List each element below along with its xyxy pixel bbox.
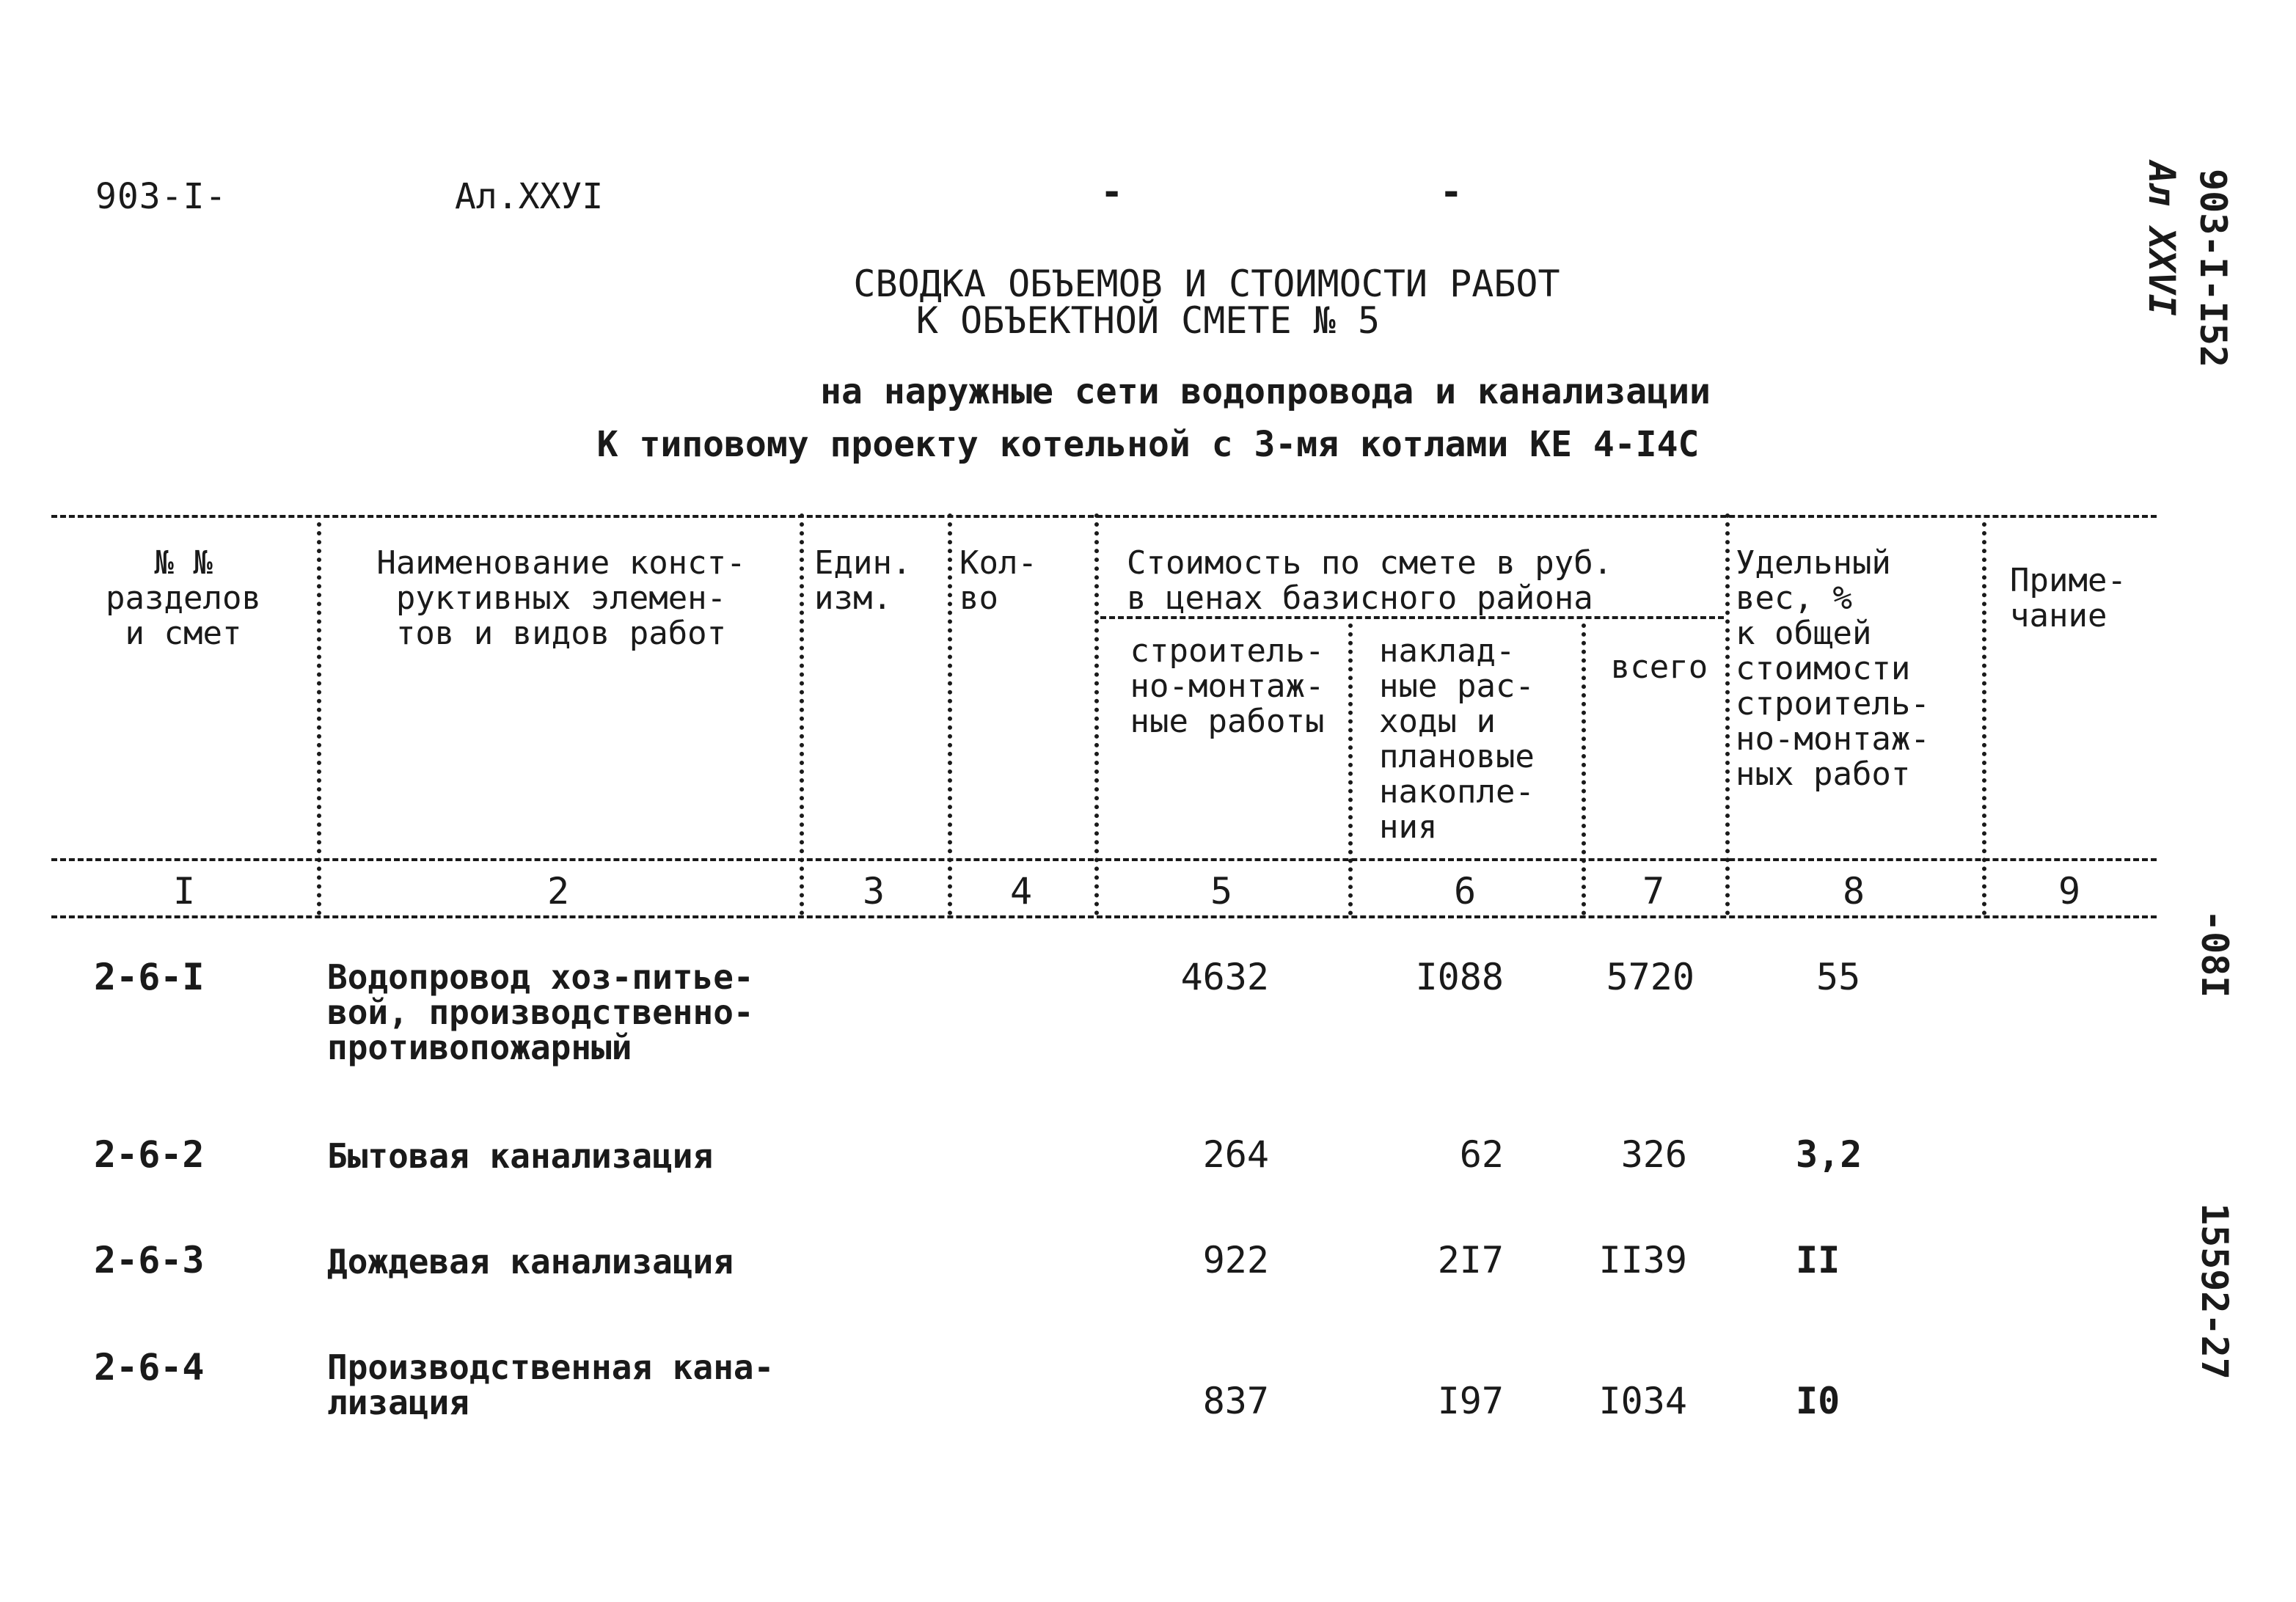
row-share: 55	[1816, 956, 1861, 998]
row-name: Бытовая канализация	[327, 1136, 714, 1176]
document-title-line1: СВОДКА ОБЪЕМОВ И СТОИМОСТИ РАБОТ	[853, 263, 1560, 305]
col-number-3: 3	[862, 870, 885, 912]
col-number-9: 9	[2058, 870, 2081, 912]
row-overhead-cost: I97	[1437, 1380, 1504, 1422]
row-total-cost: 5720	[1606, 956, 1694, 998]
margin-inventory-number: 15592-27	[2193, 1203, 2236, 1380]
row-construction-cost: 4632	[1180, 956, 1269, 998]
row-name: Водопровод хоз-питье- вой, производственно- противопожарный	[327, 957, 754, 1067]
header-total: всего	[1610, 648, 1708, 686]
col-divider-1	[317, 522, 321, 915]
row-total-cost: I034	[1598, 1380, 1687, 1422]
header-section-number: № № разделов и смет	[106, 544, 261, 652]
header-construction-works: строитель- но-монтаж- ные работы	[1130, 632, 1325, 740]
row-total-cost: 326	[1620, 1133, 1687, 1176]
table-top-rule	[51, 515, 2157, 518]
header-unit: Един. изм.	[814, 544, 912, 617]
header-cost-group: Стоимость по смете в руб. в ценах базисного района	[1127, 544, 1613, 617]
row-construction-cost: 922	[1202, 1239, 1269, 1281]
col-number-6: 6	[1453, 870, 1477, 912]
sheet-label: Ал.XXУI	[455, 176, 604, 217]
header-work-name: Наименование конст- руктивных элемен- тов и видов работ	[376, 544, 746, 652]
row-name: Производственная кана- лизация	[327, 1347, 775, 1422]
row-code: 2-6-2	[94, 1133, 205, 1176]
header-dashes: - -	[1100, 170, 1609, 214]
margin-project-code: 903-I-I52	[2192, 169, 2234, 367]
header-note: Приме- чание	[2010, 562, 2127, 634]
col-divider-3	[948, 513, 952, 915]
row-share: II	[1796, 1239, 1840, 1281]
header-bottom-rule	[51, 858, 2157, 861]
col-number-7: 7	[1642, 870, 1665, 912]
col-divider-7	[1725, 513, 1730, 915]
col-divider-4	[1094, 513, 1099, 915]
col-number-4: 4	[1009, 870, 1033, 912]
row-code: 2-6-I	[94, 956, 205, 998]
row-overhead-cost: 62	[1459, 1133, 1504, 1176]
col-divider-2	[800, 513, 804, 915]
row-share: 3,2	[1796, 1133, 1862, 1176]
header-share: Удельный вес, % к общей стоимости строитель- но-монтаж- ных работ	[1736, 544, 1930, 793]
col-number-5: 5	[1210, 870, 1233, 912]
row-code: 2-6-3	[94, 1239, 205, 1281]
document-title-line2: К ОБЪЕКТНОЙ СМЕТЕ № 5	[915, 299, 1381, 342]
col-number-8: 8	[1842, 870, 1865, 912]
col-divider-8	[1982, 522, 1986, 915]
colnum-bottom-rule	[51, 915, 2157, 918]
col-number-1: I	[172, 870, 196, 912]
row-name: Дождевая канализация	[327, 1242, 734, 1281]
document-subtitle-line2: К типовому проекту котельной с 3-мя котлами КЕ 4-I4С	[596, 424, 1700, 465]
document-subtitle-line1: на наружные сети водопровода и канализации	[820, 371, 1711, 412]
row-code: 2-6-4	[94, 1346, 205, 1389]
row-overhead-cost: 2I7	[1437, 1239, 1504, 1281]
margin-album: Ал XXVI	[2140, 161, 2183, 316]
margin-sheet-number: -08I	[2193, 910, 2236, 998]
row-share: I0	[1796, 1380, 1840, 1422]
document-code: 903-I-	[95, 176, 227, 217]
row-construction-cost: 837	[1202, 1380, 1269, 1422]
row-construction-cost: 264	[1202, 1133, 1269, 1176]
col-number-2: 2	[546, 870, 570, 912]
header-quantity: Кол- во	[959, 544, 1037, 617]
row-overhead-cost: I088	[1415, 956, 1504, 998]
row-total-cost: II39	[1598, 1239, 1687, 1281]
header-overhead: наклад- ные рас- ходы и плановые накопле- ния	[1379, 632, 1535, 846]
